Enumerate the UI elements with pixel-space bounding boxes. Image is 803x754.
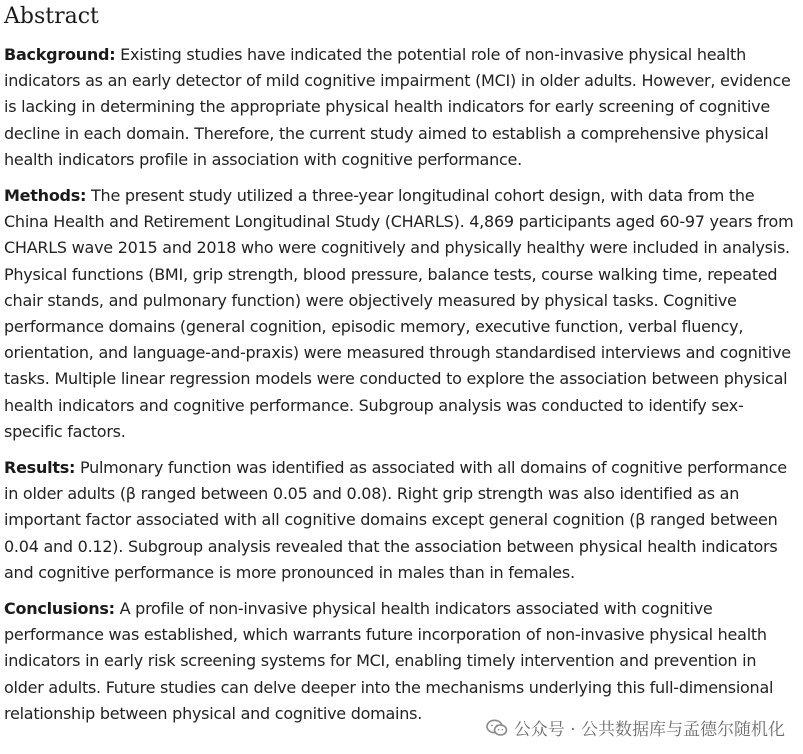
abstract-conclusions [4,596,799,727]
section-text: Pulmonary function was identified as associated with all domains of cognitive performance in older adults (β ranged between 0.05 and 0.08). Right grip strength was also identified as an important factor associated with all cognitive domains except general cognition (β ranged between 0.04 and 0.12). Subgroup analysis revealed that the association between physical health indicators and cognitive performance is more pronounced in males than in females. [4,458,787,582]
abstract-results [4,455,799,586]
abstract-background [4,42,799,173]
watermark-text: 公众号 · 公共数据库与孟德尔随机化 [513,720,785,740]
section-heading: Conclusions: [4,599,115,619]
section-heading: Methods: [4,186,87,206]
section-heading: Background: [4,45,116,64]
abstract [4,0,799,737]
section-text: The present study utilized a three-year longitudinal cohort design, with data from the China Health and Retirement Longitudinal Study (CHARLS). 4,869 participants aged 60-97 years from CHARLS wave 2015 and 2018 who were cognitively and physically healthy were included in analysis. Physical functions (BMI, grip strength, blood pressure, balance tests, course walking time, repeated chair stands, and pulmonary function) were objectively measured by physical tasks. Cognitive performance domains (general cognition, episodic memory, executive function, verbal fluency, orientation, and language-and-praxis) were measured through standardised interviews and cognitive tasks. Multiple linear regression models were conducted to explore the association between physical health indicators and cognitive performance. Subgroup analysis was conducted to identify sex-specific factors. [4,186,794,441]
section-text: A profile of non-invasive physical health indicators associated with cognitive performance was established, which warrants future incorporation of non-invasive physical health indicators in early risk screening systems for MCI, enabling timely intervention and prevention in older adults. Future studies can delve deeper into the mechanisms underlying this full-dimensional relationship between physical and cognitive domains. [4,599,774,723]
section-heading: Results: [4,458,76,478]
abstract-title: Abstract [4,4,99,29]
watermark [486,715,785,740]
wechat-icon [486,719,508,737]
abstract-methods [4,183,799,445]
section-text: Existing studies have indicated the potential role of non-invasive physical health indicators as an early detector of mild cognitive impairment (MCI) in older adults. However, evidence is lacking in determining the appropriate physical health indicators for early screening of cognitive decline in each domain. Therefore, the current study aimed to establish a comprehensive physical health indicators profile in association with cognitive performance. [4,45,791,169]
